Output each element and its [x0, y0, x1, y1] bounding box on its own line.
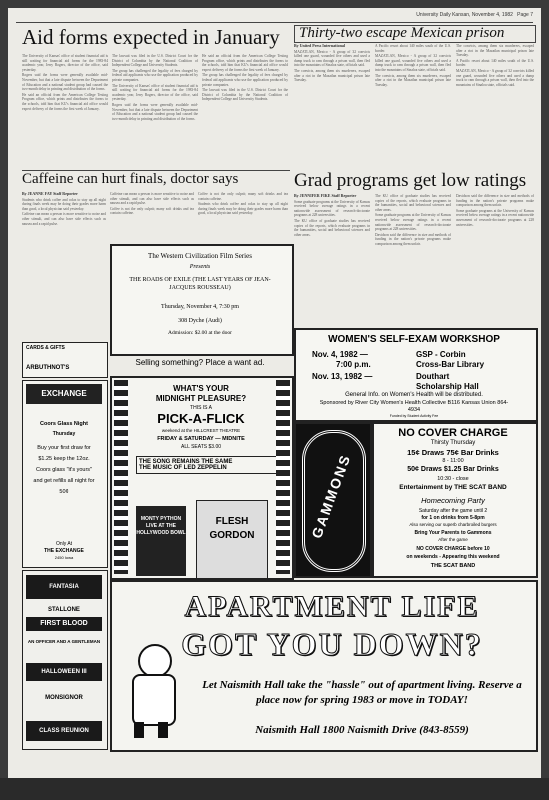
top-rule — [16, 22, 533, 23]
newspaper-page — [8, 8, 541, 778]
gammons-logo-text: GAMMONS — [308, 451, 354, 541]
film-strip-right — [276, 380, 290, 574]
story2-col3: The convicts, among them six murderers, escaped after a riot in the Mazatlan municipal prison late Tuesday. A Pacific resort about 140 miles south of the U.S. border. MAZATLAN, Mexico - A group of 32 convicts killed one guard, wounded five others and used a dump truck to ram through a prison wall, then fled into the mountains of Sinaloa state, officials said. — [456, 44, 534, 87]
story1-col2: The lawsuit was filed in the U.S. District Court for the District of Columbia by the National Coalition of Independent College and University Students. The group has challenged the legality of fees charged by federal aid applicants who use the application produced by private companies. The University of Kansas' office of student financial aid is still waiting for financial aid forms for the 1983-84 academic year, Jerry Rogers, director of the office, said yesterday. Rogers said the forms were generally available mid-November, but that a late dispute between the Department of Education and a national student group had caused the two-month delay in printing and distribution of the forms. — [112, 54, 198, 121]
ad-exchange-coors: EXCHANGE Coors Glass Night Thursday Buy your first draw for $1.25 keep the 12oz. Coors glass "it's yours" and get refills all night for 50¢ Only At THE EXCHANGE 2450 Iowa — [22, 380, 108, 568]
running-head: University Daily Kansan, November 4, 1982 Page 7 — [416, 12, 533, 18]
story2-col2: A Pacific resort about 140 miles south of the U.S. border. MAZATLAN, Mexico - A group of 32 convicts killed one guard, wounded five others and used a dump truck to ram through a prison wall, then fled into the mountains of Sinaloa state, officials said. The convicts, among them six murderers, escaped after a riot in the Mazatlan municipal prison late Tuesday. — [375, 44, 451, 87]
ad-pick-a-flick: WHAT'S YOUR MIDNIGHT PLEASURE? THIS IS A PICK-A-FLICK weekend at the HILLCREST THEATRE FRIDAY & SATURDAY — MIDNITE ALL SEATS $3.00 THE SONG REMAINS THE SAME THE MUSIC OF LED ZEPPELIN MONTY PYTHON LIVE AT THE HOLLYWOOD BOWL FLESH GORDON — [110, 376, 294, 580]
ad-theater-listings: FANTASIA STALLONE FIRST BLOOD AN OFFICER AND A GENTLEMAN HALLOWEEN III MONSIGNOR CLASS REUNION — [22, 570, 108, 750]
story4-col1: By JENNIFER FIKE Staff Reporter Some graduate programs at the University of Kansas received below average ratings in a recent nationwide assessment of research-doctorate programs at 228 universities. The KU office of graduate studies has received copies of the reports, which evaluate programs in the humanities, social and behavioral sciences and other areas. — [294, 194, 370, 237]
story3-col2: Caffeine can mean a person is more sensitive to noise and other stimuli, and can also have side effects such as nausea and a rapid pulse. Coffee is not the only culprit; many soft drinks and tea contain caffeine. — [110, 192, 194, 216]
headline-aid-forms: Aid forms expected in January — [22, 25, 280, 49]
ad-gammons-logo — [294, 422, 372, 578]
ad-film-series: The Western Civilization Film Series Presents THE ROADS OF EXILE (THE LAST YEARS OF JEAN-JACQUES ROUSSEAU) Thursday, November 4, 7:30 pm 308 Dyche (Audi) Admission: $2.00 at the door — [110, 244, 294, 356]
ad-arbuthnots: CARDS & GIFTS ARBUTHNOT'S — [22, 342, 108, 378]
story1-col1: The University of Kansas' office of student financial aid is still waiting for financial aid forms for the 1983-84 academic year, Jerry Rogers, director of the office, said yesterday. Rogers said the forms were generally available mid-November, but that a late dispute between the Department of Education and a national student group had caused the two-month delay in printing and distribution of the forms. He said an official from the American College Testing Program office, which prints and distributes the forms to the schools, told him that KU's financial aid office would expect delivery of the forms the first week of January. — [22, 54, 108, 111]
headline-grad-programs: Grad programs get low ratings — [294, 170, 527, 191]
cartoon-character-illustration — [120, 642, 190, 742]
story1-col3: He said an official from the American College Testing Program office, which prints and distributes the forms to the schools, told him that KU's financial aid office would expect delivery of the forms the first week of January. The group has challenged the legality of fees charged by federal aid applicants who use the application produced by private companies. The lawsuit was filed in the U.S. District Court for the District of Columbia by the National Coalition of Independent College and University Students. — [202, 54, 288, 102]
ad-want-ad: Selling something? Place a want ad. — [135, 358, 265, 367]
ad-no-cover-charge: NO COVER CHARGE Thirsty Thursday 15¢ Draws 75¢ Bar Drinks 8 - 11:00 50¢ Draws $1.25 Bar Drinks 10:30 - close Entertainment by THE SCAT BAND Homecoming Party Saturday after the game until 2 for 1 on drinks from 5-8pm Also serving our superb charbroiled burgers Bring Your Parents to Gammons After the game NO COVER CHARGE before 10 on weekends - Appearing this weekend THE SCAT BAND — [372, 422, 538, 578]
story3-col3: Coffee is not the only culprit; many soft drinks and tea contain caffeine. Students who drink coffee and colas to stay up all night during finals week may be doing their grades more harm than good, a local physician said yesterday. — [198, 192, 288, 216]
ad-self-exam-workshop: WOMEN'S SELF-EXAM WORKSHOP Nov. 4, 1982 — 7:00 p.m. GSP - Corbin Cross-Bar Library Nov. 13, 1982 — Douthart Scholarship Hall General Info. on Women's Health will be distributed. Sponsored by River City Women's Health Collective B116 Kansas Union 864-4934 Funded by Student Activity Fee — [294, 328, 538, 422]
story4-col3: Davidson said the difference in size and methods of funding in the nation's private programs make comparison among them unfair. Some graduate programs at the University of Kansas received below average ratings in a recent nationwide assessment of research-doctorate programs at 228 universities. — [456, 194, 534, 227]
scan-bottom-edge — [0, 778, 549, 800]
headline-mexican-prison: Thirty-two escape Mexican prison — [299, 25, 505, 41]
film-strip-left — [114, 380, 128, 574]
headline-caffeine: Caffeine can hurt finals, doctor says — [22, 171, 239, 187]
mexican-prison-headline-box — [294, 25, 536, 43]
story3-col1: By JEANNE FAY Staff Reporter Students who drink coffee and colas to stay up all night during finals week may be doing their grades more harm than good, a local physician said yesterday. Caffeine can mean a person is more sensitive to noise and other stimuli, and can also have side effects such as nausea and a rapid pulse. — [22, 192, 106, 226]
ad-apartment-life: APARTMENT LIFE GOT YOU DOWN? Let Naismith Hall take the "hassle" out of apartment living. Reserve a place now for spring 1983 or move in TODAY! Naismith Hall 1800 Naismith Drive (843-8559) — [110, 580, 538, 752]
story4-col2: The KU office of graduate studies has received copies of the reports, which evaluate programs in the humanities, social and behavioral sciences and other areas. Some graduate programs at the University of Kansas received below average ratings in a recent nationwide assessment of research-doctorate programs at 228 universities. Davidson said the difference in size and methods of funding in the nation's private programs make comparison among them unfair. — [375, 194, 451, 246]
story2-col1: By United Press International MAZATLAN, Mexico - A group of 32 convicts killed one guard, wounded five others and used a dump truck to ram through a prison wall, then fled into the mountains of Sinaloa state, officials said. The convicts, among them six murderers, escaped after a riot in the Mazatlan municipal prison late Tuesday. — [294, 44, 370, 83]
